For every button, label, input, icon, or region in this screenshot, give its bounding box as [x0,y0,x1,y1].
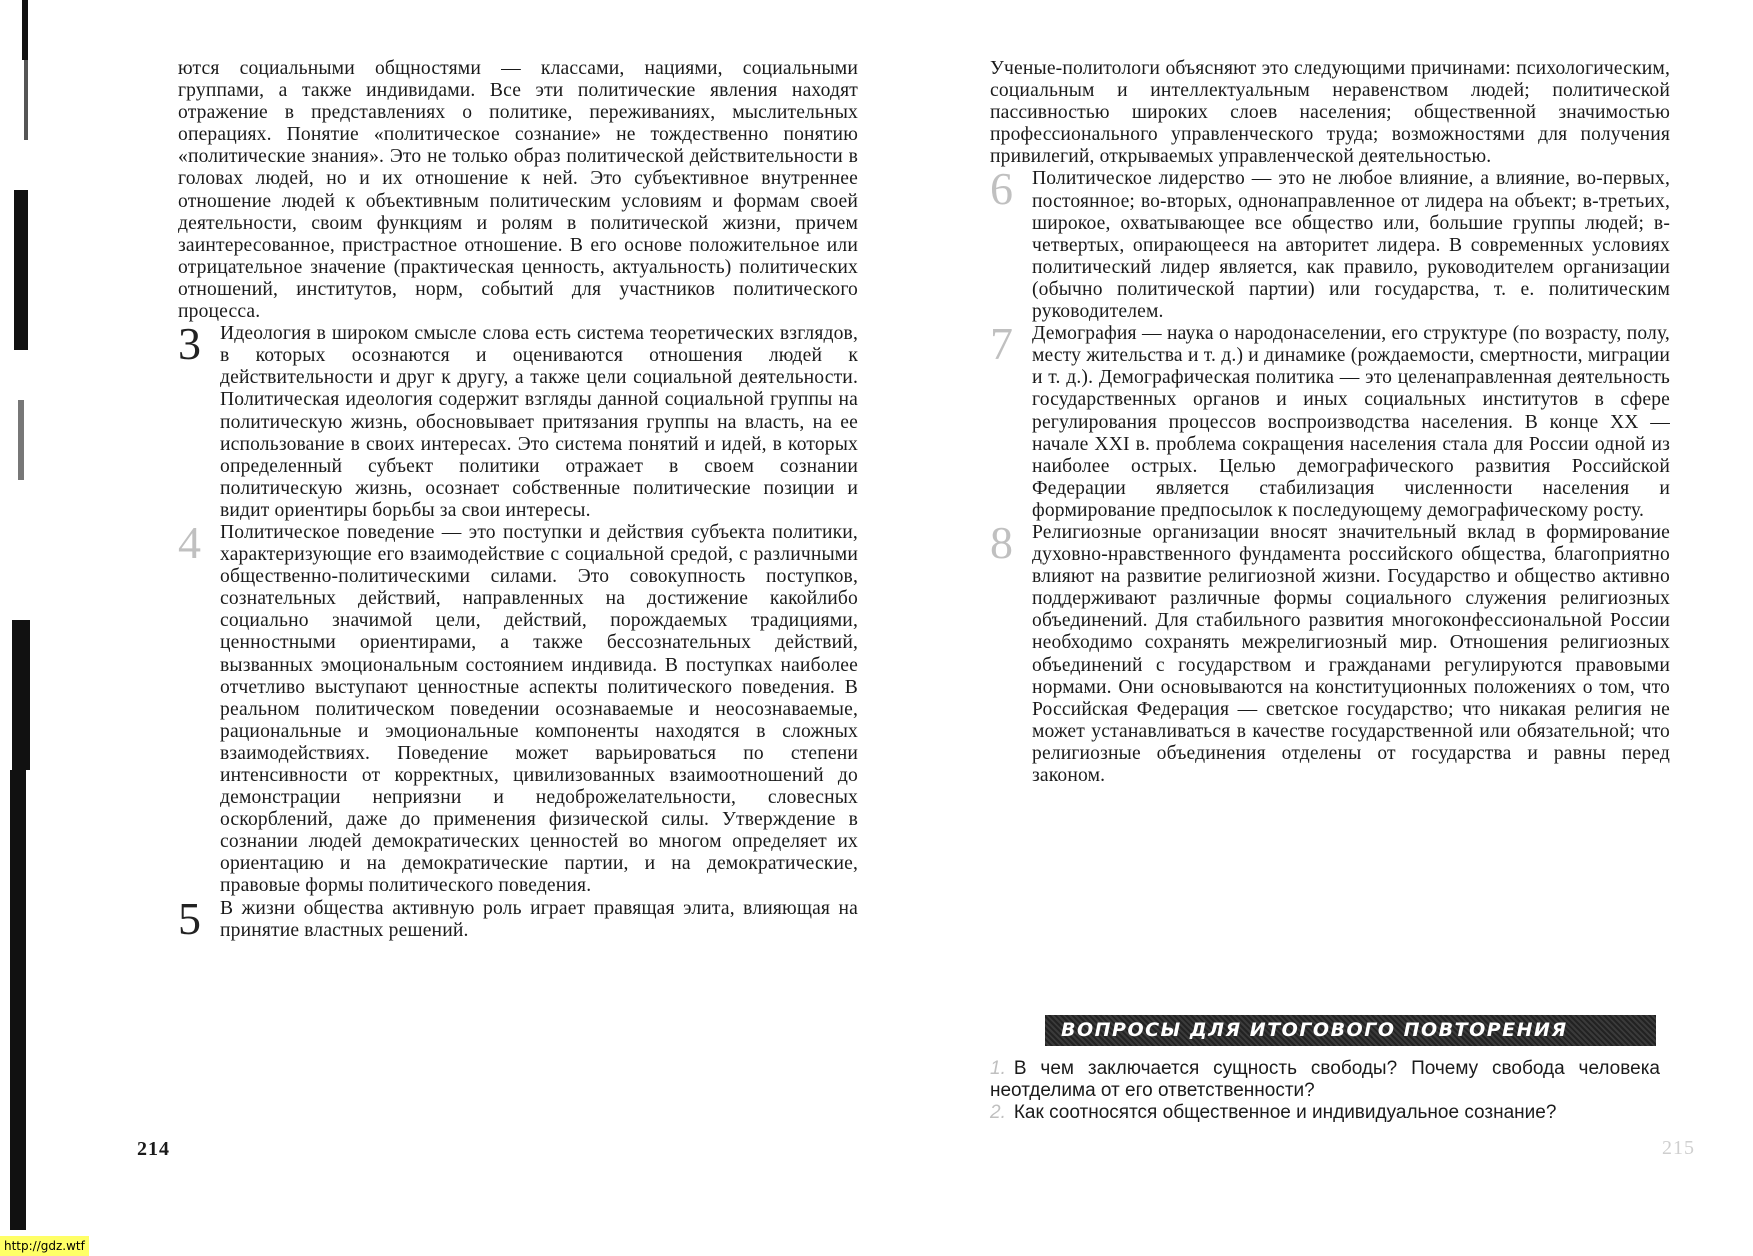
section-5-text: В жизни общества активную роль играет правящая элита, влияющая на принятие властных решений. [220,897,858,941]
section-8-text: Религиозные организации вносят значительный вклад в формирование духовно-нравственного фундамента российского общества, благоприятно влияют на развитие религиозной жизни. Государство и общество активно поддерживают различные формы социального служения религиозных объединений. Для стабильного развития многоконфессиональной России необходимо сохранять межрелигиозный мир. Отношения религиозных объединений с государством и гражданами регулируются правовыми нормами. Они основываются на конституционных положениях о том, что Российская Федерация — светское государство; что никакая религия не может устанавливаться в качестве государственной или обязательной; что религиозные объединения отделены от государства и равны перед законом. [1032,521,1670,786]
question-1 [990,1058,1660,1102]
section-3 [178,318,858,522]
question-2 [990,1102,1660,1124]
section-7 [990,318,1670,522]
section-8 [990,516,1670,787]
left-page [178,58,858,942]
section-5 [178,892,858,944]
section-number-3: 3 [178,318,202,370]
section-number-5: 5 [178,892,202,944]
question-1-number: 1. [990,1058,1006,1079]
section-number-6: 6 [990,163,1014,215]
section-6-text: Политическое лидерство — это не любое влияние, а влияние, во-первых, постоянное; во-вторых, однонаправленное от лидера на объект; в-третьих, широкое, охватывающее все общество или, большие группы людей; в-четвертых, опирающееся на авторитет лидера. В современных условиях политический лидер является, как правило, руководителем организации (обычно политической партии) или государства, т. е. политическим руководителем. [1032,168,1670,323]
section-number-7: 7 [990,318,1014,370]
question-1-text: В чем заключается сущность свободы? Почему свобода человека неотделима от его ответственности? [990,1058,1660,1101]
scan-edge-marks [0,0,40,1256]
question-2-number: 2. [990,1102,1006,1123]
page-number-left: 214 [137,1138,170,1160]
section-number-4: 4 [178,516,202,568]
page-number-right: 215 [1662,1137,1695,1159]
question-2-text: Как соотносятся общественное и индивидуальное сознание? [1013,1102,1557,1123]
section-number-8: 8 [990,516,1014,568]
section-6 [990,163,1670,323]
questions-heading-banner [1045,1015,1656,1046]
right-page [990,58,1670,787]
questions-list [990,1058,1660,1124]
watermark-link[interactable]: http://gdz.wtf [0,1236,89,1256]
section-4-text: Политическое поведение — это поступки и действия субъекта политики, характеризующие его взаимодействие с социальной средой, с различными общественно-политическими силами. Это совокупность поступков, сознательных действий, направленных на достижение какойлибо социально значимой цели, действий, порождаемых традициями, ценностными ориентирами, а также бессознательных действий, вызванных эмоциональным состоянием индивида. В поступках наиболее отчетливо выступают ценностные аспекты политического поведения. В реальном политическом поведении осознаваемые и неосознаваемые, рациональные и эмоциональные компоненты находятся в сложных взаимодействиях. Поведение может варьироваться по степени интенсивности от корректных, цивилизованных взаимоотношений до демонстрации неприязни и недоброжелательности, словесных оскорблений, даже до применения физической силы. Утверждение в сознании людей демократических ценностей во многом определяет их ориентацию и на демократические партии, и на демократические, правовые формы политического поведения. [220,521,858,897]
section-3-text: Идеология в широком смысле слова есть система теоретических взглядов, в которых осознаются и оцениваются отношения людей к действительности и друг к другу, а также цели социальной деятельности. Политическая идеология содержит взгляды данной социальной группы на политическую жизнь, обосновывает притязания группы на власть, на ее использование в своих интересах. Это система понятий и идей, в которых определенный субъект политики отражает в своем сознании политическую жизнь, осознает собственные политические позиции и видит ориентиры борьбы за свои интересы. [220,323,858,521]
right-paragraph-1: Ученые-политологи объясняют это следующими причинами: психологическим, социальным и интеллектуальным неравенством людей; политической пассивностью широких слоев населения; общественной значимостью профессионального управленческого труда; возможностями для получения привилегий, открываемых управленческой деятельностью. [990,58,1670,168]
section-7-text: Демография — наука о народонаселении, его структуре (по возрасту, полу, месту жительства и т. д.) и динамике (рождаемости, смертности, миграции и т. д.). Демографическая политика — это целенаправленная деятельность государственных органов и иных социальных институтов в сфере регулирования процессов воспроизводства населения. В конце XX — начале XXI в. проблема сокращения населения стала для России одной из наиболее острых. Целью демографического развития Российской Федерации является стабилизация численности населения и формирование предпосылок к последующему демографическому росту. [1032,323,1670,521]
section-4 [178,516,858,898]
left-paragraph-1: ются социальными общностями — классами, нациями, социальными группами, а также индивидами. Все эти политические явления находят отражение в представлениях о политике, переживаниях, мыслительных операциях. Понятие «политическое сознание» не тождественно понятию «политические знания». Это не только образ политической действительности в головах людей, но и их отношение к ней. Это субъективное внутреннее отношение людей к объективным политическим условиям и формам своей деятельности, своим функциям и ролям в политической жизни, причем заинтересованное, пристрастное отношение. В его основе положительное или отрицательное значение (практическая ценность, актуальность) политических отношений, институтов, норм, событий для участников политического процесса. [178,58,858,323]
questions-heading: ВОПРОСЫ ДЛЯ ИТОГОВОГО ПОВТОРЕНИЯ [1061,1019,1568,1041]
